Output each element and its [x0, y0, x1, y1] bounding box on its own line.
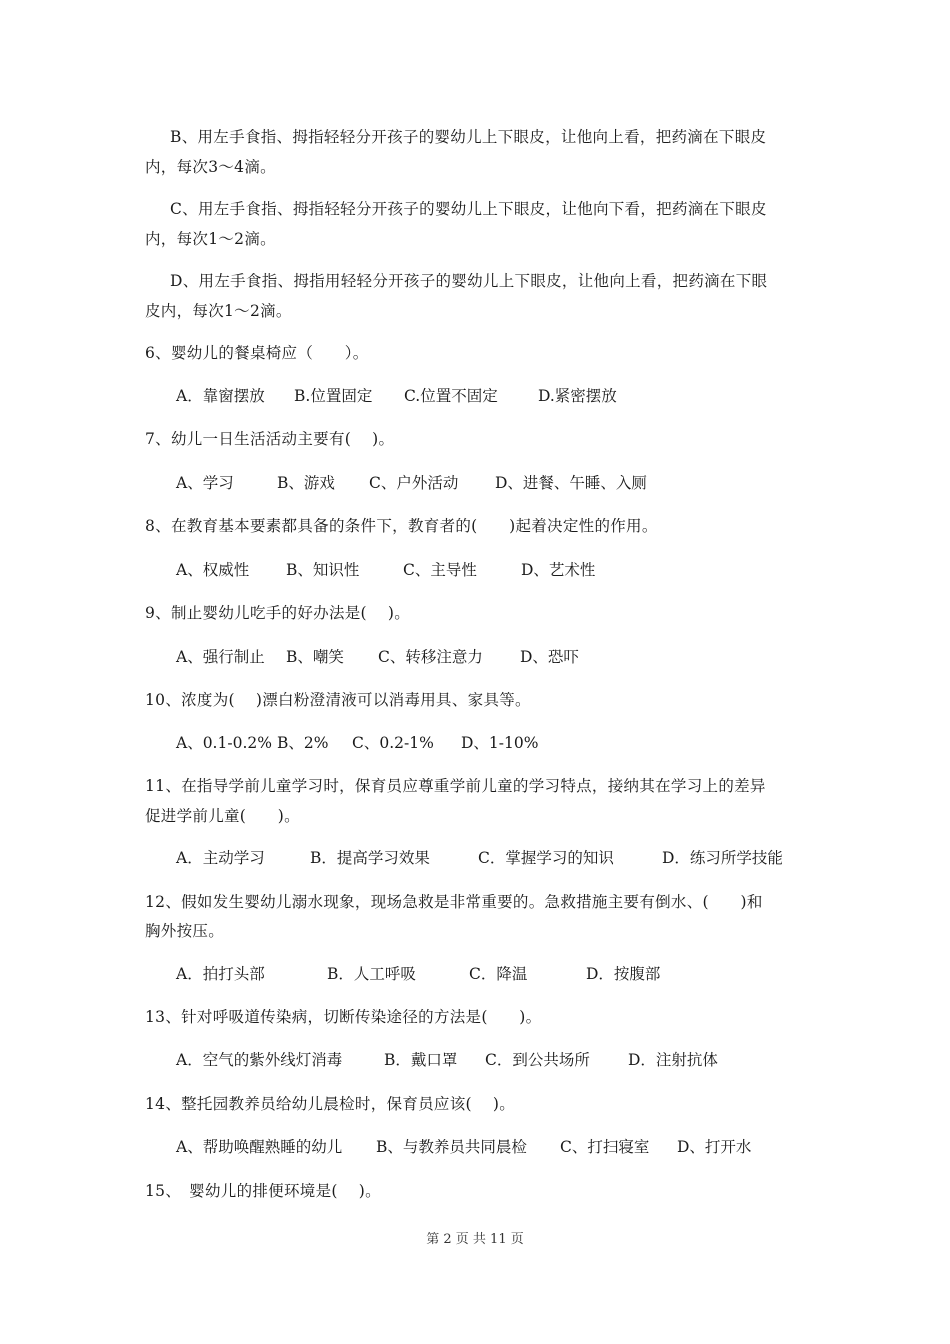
question-6-options [176, 386, 617, 406]
question-11-option-c: C．掌握学习的知识 [478, 849, 614, 867]
question-8-option-d: D、艺术性 [521, 561, 596, 579]
page-number-footer: 第 2 页 共 11 页 [426, 1232, 524, 1247]
question-6-option-b: B.位置固定 [294, 387, 373, 405]
question-12-stem-line-1: 12、假如发生婴幼儿溺水现象，现场急救是非常重要的。急救措施主要有倒水、( )和 [145, 893, 763, 911]
question-8-options [176, 560, 595, 580]
question-8-option-a: A、权威性 [176, 561, 250, 579]
option-d-line-1: D、用左手食指、拇指用轻轻分开孩子的婴幼儿上下眼皮，让他向上看，把药滴在下眼 [170, 272, 768, 290]
question-13-stem: 13、针对呼吸道传染病，切断传染途径的方法是( )。 [145, 1008, 542, 1026]
option-c-line-1: C、用左手食指、拇指轻轻分开孩子的婴幼儿上下眼皮，让他向下看，把药滴在下眼皮 [170, 200, 767, 218]
question-12-option-a: A．拍打头部 [176, 965, 265, 983]
question-9-option-c: C、转移注意力 [378, 648, 483, 666]
question-6-stem: 6、婴幼儿的餐桌椅应（ ）。 [145, 344, 369, 362]
question-14-option-d: D、打开水 [677, 1138, 752, 1156]
question-9-option-d: D、恐吓 [520, 648, 579, 666]
question-8-option-b: B、知识性 [286, 561, 360, 579]
question-9-option-b: B、嘲笑 [286, 648, 344, 666]
question-10-option-a: A、0.1-0.2% [176, 734, 272, 752]
question-13-option-b: B．戴口罩 [384, 1051, 458, 1069]
question-13-option-c: C．到公共场所 [485, 1051, 590, 1069]
question-9-options [176, 647, 579, 667]
question-14-option-a: A、帮助唤醒熟睡的幼儿 [176, 1138, 343, 1156]
question-7-options [176, 473, 647, 493]
option-b-line-2: 内，每次3～4滴。 [145, 158, 276, 176]
question-11-stem-line-2: 促进学前儿童( )。 [145, 807, 300, 825]
option-c-line-2: 内，每次1～2滴。 [145, 230, 276, 248]
question-9-option-a: A、强行制止 [176, 648, 265, 666]
question-7-option-c: C、户外活动 [369, 474, 459, 492]
question-11-stem-line-1: 11、在指导学前儿童学习时，保育员应尊重学前儿童的学习特点，接纳其在学习上的差异 [145, 777, 766, 795]
question-14-stem: 14、整托园教养员给幼儿晨检时，保育员应该( )。 [145, 1095, 516, 1113]
question-12-option-c: C．降温 [469, 965, 528, 983]
question-7-stem: 7、幼儿一日生活活动主要有( )。 [145, 430, 395, 448]
question-9-stem: 9、制止婴幼儿吃手的好办法是( )。 [145, 604, 411, 622]
question-10-option-b: B、2% [277, 734, 329, 752]
question-15-stem: 15、 婴幼儿的排便环境是( )。 [145, 1182, 381, 1200]
question-8-option-c: C、主导性 [403, 561, 477, 579]
question-12-option-b: B．人工呼吸 [327, 965, 416, 983]
question-10-option-d: D、1-10% [461, 734, 539, 752]
option-d-line-2: 皮内，每次1～2滴。 [145, 302, 292, 320]
question-12-options [176, 964, 660, 984]
question-10-stem: 10、浓度为( )漂白粉澄清液可以消毒用具、家具等。 [145, 691, 531, 709]
question-6-option-d: D.紧密摆放 [538, 387, 617, 405]
question-13-option-a: A．空气的紫外线灯消毒 [176, 1051, 343, 1069]
question-13-option-d: D．注射抗体 [628, 1051, 718, 1069]
question-12-stem-line-2: 胸外按压。 [145, 922, 225, 940]
question-7-option-d: D、进餐、午睡、入厕 [495, 474, 647, 492]
option-b-line-1: B、用左手食指、拇指轻轻分开孩子的婴幼儿上下眼皮，让他向上看，把药滴在下眼皮 [170, 128, 767, 146]
question-10-options [176, 733, 538, 753]
question-7-option-a: A、学习 [176, 474, 234, 492]
question-10-option-c: C、0.2-1% [352, 734, 434, 752]
question-6-option-a: A．靠窗摆放 [176, 387, 265, 405]
question-11-option-b: B．提高学习效果 [310, 849, 430, 867]
question-8-stem: 8、在教育基本要素都具备的条件下，教育者的( )起着决定性的作用。 [145, 517, 658, 535]
question-7-option-b: B、游戏 [277, 474, 335, 492]
question-13-options [176, 1050, 718, 1070]
question-6-option-c: C.位置不固定 [404, 387, 498, 405]
question-11-option-a: A．主动学习 [176, 849, 265, 867]
question-11-option-d: D．练习所学技能 [662, 849, 783, 867]
question-11-options [176, 848, 783, 868]
question-14-option-c: C、打扫寝室 [560, 1138, 650, 1156]
question-14-options [176, 1137, 751, 1157]
question-14-option-b: B、与教养员共同晨检 [376, 1138, 527, 1156]
question-12-option-d: D．按腹部 [586, 965, 661, 983]
